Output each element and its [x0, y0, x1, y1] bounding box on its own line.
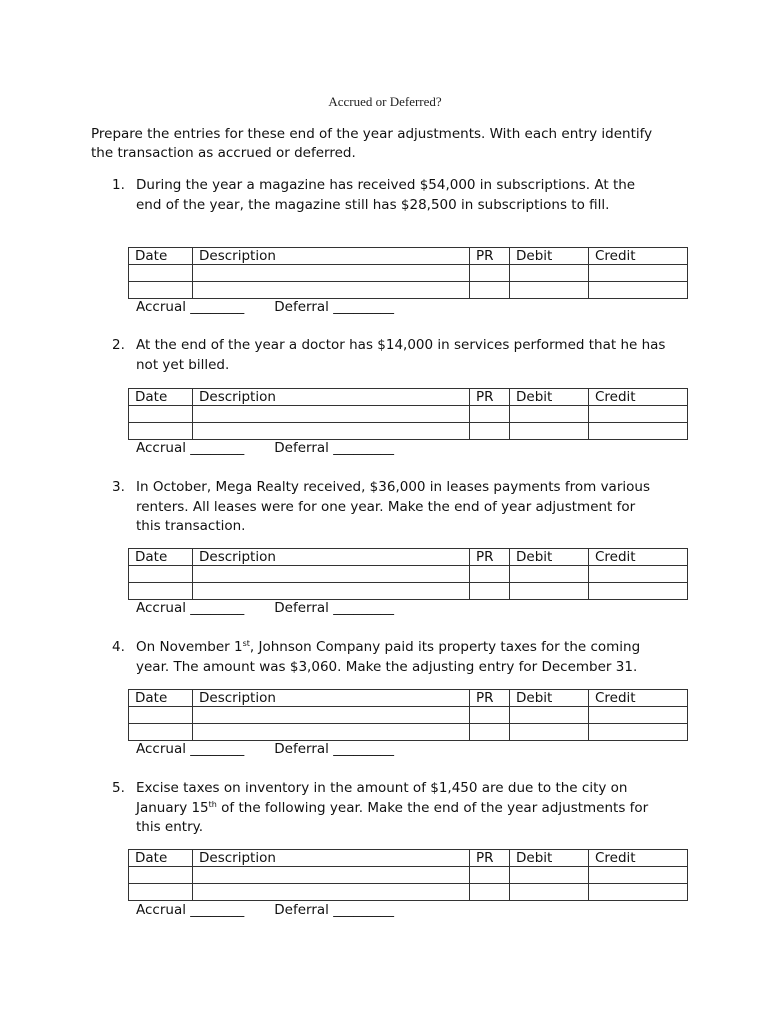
header-date: Date	[129, 248, 193, 265]
header-pr: PR	[470, 248, 510, 265]
cell-date[interactable]	[129, 724, 193, 741]
header-credit: Credit	[589, 389, 688, 406]
question-text-line: not yet billed.	[136, 356, 230, 373]
accrual-blank[interactable]: Accrual ________	[136, 902, 245, 918]
cell-date[interactable]	[129, 884, 193, 901]
header-debit: Debit	[510, 549, 589, 566]
question-text-line: year. The amount was $3,060. Make the adjusting entry for December 31.	[136, 658, 638, 675]
cell-pr[interactable]	[470, 707, 510, 724]
cell-credit[interactable]	[589, 406, 688, 423]
question-text-line: this entry.	[136, 819, 203, 835]
header-date: Date	[129, 389, 193, 406]
table-header-row	[129, 248, 688, 265]
question-number: 1.	[112, 177, 125, 193]
cell-date[interactable]	[129, 406, 193, 423]
text-segment: January 15	[136, 799, 209, 816]
cell-description[interactable]	[193, 867, 470, 884]
accrual-blank[interactable]: Accrual ________	[136, 600, 245, 616]
table-row	[129, 423, 688, 440]
question-text-line: renters. All leases were for one year. Make the end of year adjustment for	[136, 498, 636, 515]
journal-table-4	[128, 689, 688, 741]
cell-description[interactable]	[193, 724, 470, 741]
cell-description[interactable]	[193, 423, 470, 440]
accrual-blank[interactable]: Accrual ________	[136, 440, 245, 456]
cell-description[interactable]	[193, 707, 470, 724]
header-credit: Credit	[589, 549, 688, 566]
text-segment: of the following year. Make the end of the year adjustments for	[216, 799, 649, 816]
header-debit: Debit	[510, 248, 589, 265]
table-row	[129, 707, 688, 724]
cell-debit[interactable]	[510, 707, 589, 724]
text-segment: , Johnson Company paid its property taxes for the coming	[249, 639, 641, 655]
header-pr: PR	[470, 850, 510, 867]
cell-description[interactable]	[193, 282, 470, 299]
header-credit: Credit	[589, 690, 688, 707]
cell-description[interactable]	[193, 566, 470, 583]
deferral-blank[interactable]: Deferral _________	[274, 902, 394, 918]
header-date: Date	[129, 690, 193, 707]
header-description: Description	[193, 850, 470, 867]
header-date: Date	[129, 549, 193, 566]
cell-credit[interactable]	[589, 867, 688, 884]
cell-pr[interactable]	[470, 724, 510, 741]
table-header-row	[129, 690, 688, 707]
text-segment: On November 1	[136, 639, 243, 655]
journal-table-2	[128, 388, 688, 440]
question-number: 2.	[112, 337, 125, 353]
cell-date[interactable]	[129, 707, 193, 724]
header-debit: Debit	[510, 690, 589, 707]
deferral-blank[interactable]: Deferral _________	[274, 299, 394, 315]
cell-debit[interactable]	[510, 724, 589, 741]
page-title: Accrued or Deferred?	[328, 94, 442, 109]
question-text-line: end of the year, the magazine still has $28,500 in subscriptions to fill.	[136, 196, 610, 213]
header-pr: PR	[470, 549, 510, 566]
cell-debit[interactable]	[510, 282, 589, 299]
table-row	[129, 406, 688, 423]
deferral-blank[interactable]: Deferral _________	[274, 440, 394, 456]
header-description: Description	[193, 389, 470, 406]
question-text-line: this transaction.	[136, 518, 246, 534]
table-row	[129, 724, 688, 741]
cell-date[interactable]	[129, 265, 193, 282]
answer-line-3	[136, 600, 394, 616]
question-text-line: During the year a magazine has received $54,000 in subscriptions. At the	[136, 177, 636, 193]
cell-pr[interactable]	[470, 282, 510, 299]
answer-line-4	[136, 741, 394, 757]
cell-pr[interactable]	[470, 867, 510, 884]
header-debit: Debit	[510, 850, 589, 867]
table-row	[129, 583, 688, 600]
question-text-line: In October, Mega Realty received, $36,000 in leases payments from various	[136, 479, 650, 495]
question-text-line: At the end of the year a doctor has $14,000 in services performed that he has	[136, 337, 666, 353]
cell-debit[interactable]	[510, 867, 589, 884]
question-4	[112, 638, 682, 677]
cell-pr[interactable]	[470, 265, 510, 282]
cell-pr[interactable]	[470, 406, 510, 423]
cell-credit[interactable]	[589, 583, 688, 600]
cell-description[interactable]	[193, 583, 470, 600]
question-text-line	[136, 638, 682, 658]
cell-credit[interactable]	[589, 724, 688, 741]
cell-debit[interactable]	[510, 406, 589, 423]
question-1	[112, 176, 682, 215]
table-header-row	[129, 389, 688, 406]
table-row	[129, 884, 688, 901]
table-header-row	[129, 549, 688, 566]
cell-description[interactable]	[193, 406, 470, 423]
deferral-blank[interactable]: Deferral _________	[274, 600, 394, 616]
question-number: 5.	[112, 780, 125, 796]
journal-table-3	[128, 548, 688, 600]
question-5	[112, 779, 682, 838]
instructions	[91, 125, 691, 163]
header-description: Description	[193, 248, 470, 265]
answer-line-5	[136, 902, 394, 918]
table-header-row	[129, 850, 688, 867]
cell-pr[interactable]	[470, 583, 510, 600]
header-description: Description	[193, 690, 470, 707]
cell-credit[interactable]	[589, 423, 688, 440]
cell-pr[interactable]	[470, 884, 510, 901]
cell-pr[interactable]	[470, 423, 510, 440]
question-number: 4.	[112, 639, 125, 655]
question-2	[112, 336, 682, 375]
cell-credit[interactable]	[589, 566, 688, 583]
ordinal-suffix: st	[242, 639, 250, 648]
header-date: Date	[129, 850, 193, 867]
question-3	[112, 478, 682, 537]
accrual-blank[interactable]: Accrual ________	[136, 299, 245, 315]
cell-debit[interactable]	[510, 566, 589, 583]
header-pr: PR	[470, 389, 510, 406]
deferral-blank[interactable]: Deferral _________	[274, 741, 394, 757]
cell-debit[interactable]	[510, 265, 589, 282]
cell-credit[interactable]	[589, 282, 688, 299]
answer-line-1	[136, 299, 394, 315]
cell-date[interactable]	[129, 423, 193, 440]
cell-debit[interactable]	[510, 583, 589, 600]
table-row	[129, 282, 688, 299]
cell-credit[interactable]	[589, 884, 688, 901]
question-number: 3.	[112, 479, 125, 495]
table-row	[129, 265, 688, 282]
cell-debit[interactable]	[510, 423, 589, 440]
header-pr: PR	[470, 690, 510, 707]
accrual-blank[interactable]: Accrual ________	[136, 741, 245, 757]
journal-table-5	[128, 849, 688, 901]
cell-credit[interactable]	[589, 265, 688, 282]
table-row	[129, 566, 688, 583]
question-text-line: Excise taxes on inventory in the amount of $1,450 are due to the city on	[136, 780, 628, 796]
question-text-line	[136, 799, 682, 819]
cell-debit[interactable]	[510, 884, 589, 901]
table-row	[129, 867, 688, 884]
cell-description[interactable]	[193, 884, 470, 901]
header-debit: Debit	[510, 389, 589, 406]
header-credit: Credit	[589, 850, 688, 867]
header-description: Description	[193, 549, 470, 566]
cell-description[interactable]	[193, 265, 470, 282]
cell-date[interactable]	[129, 583, 193, 600]
ordinal-suffix: th	[208, 799, 217, 809]
cell-date[interactable]	[129, 282, 193, 299]
cell-credit[interactable]	[589, 707, 688, 724]
header-credit: Credit	[589, 248, 688, 265]
cell-pr[interactable]	[470, 566, 510, 583]
instructions-line-1: Prepare the entries for these end of the year adjustments. With each entry identify	[91, 126, 653, 142]
instructions-line-2: the transaction as accrued or deferred.	[91, 145, 356, 161]
cell-date[interactable]	[129, 867, 193, 884]
cell-date[interactable]	[129, 566, 193, 583]
answer-line-2	[136, 440, 394, 456]
journal-table-1	[128, 247, 688, 299]
